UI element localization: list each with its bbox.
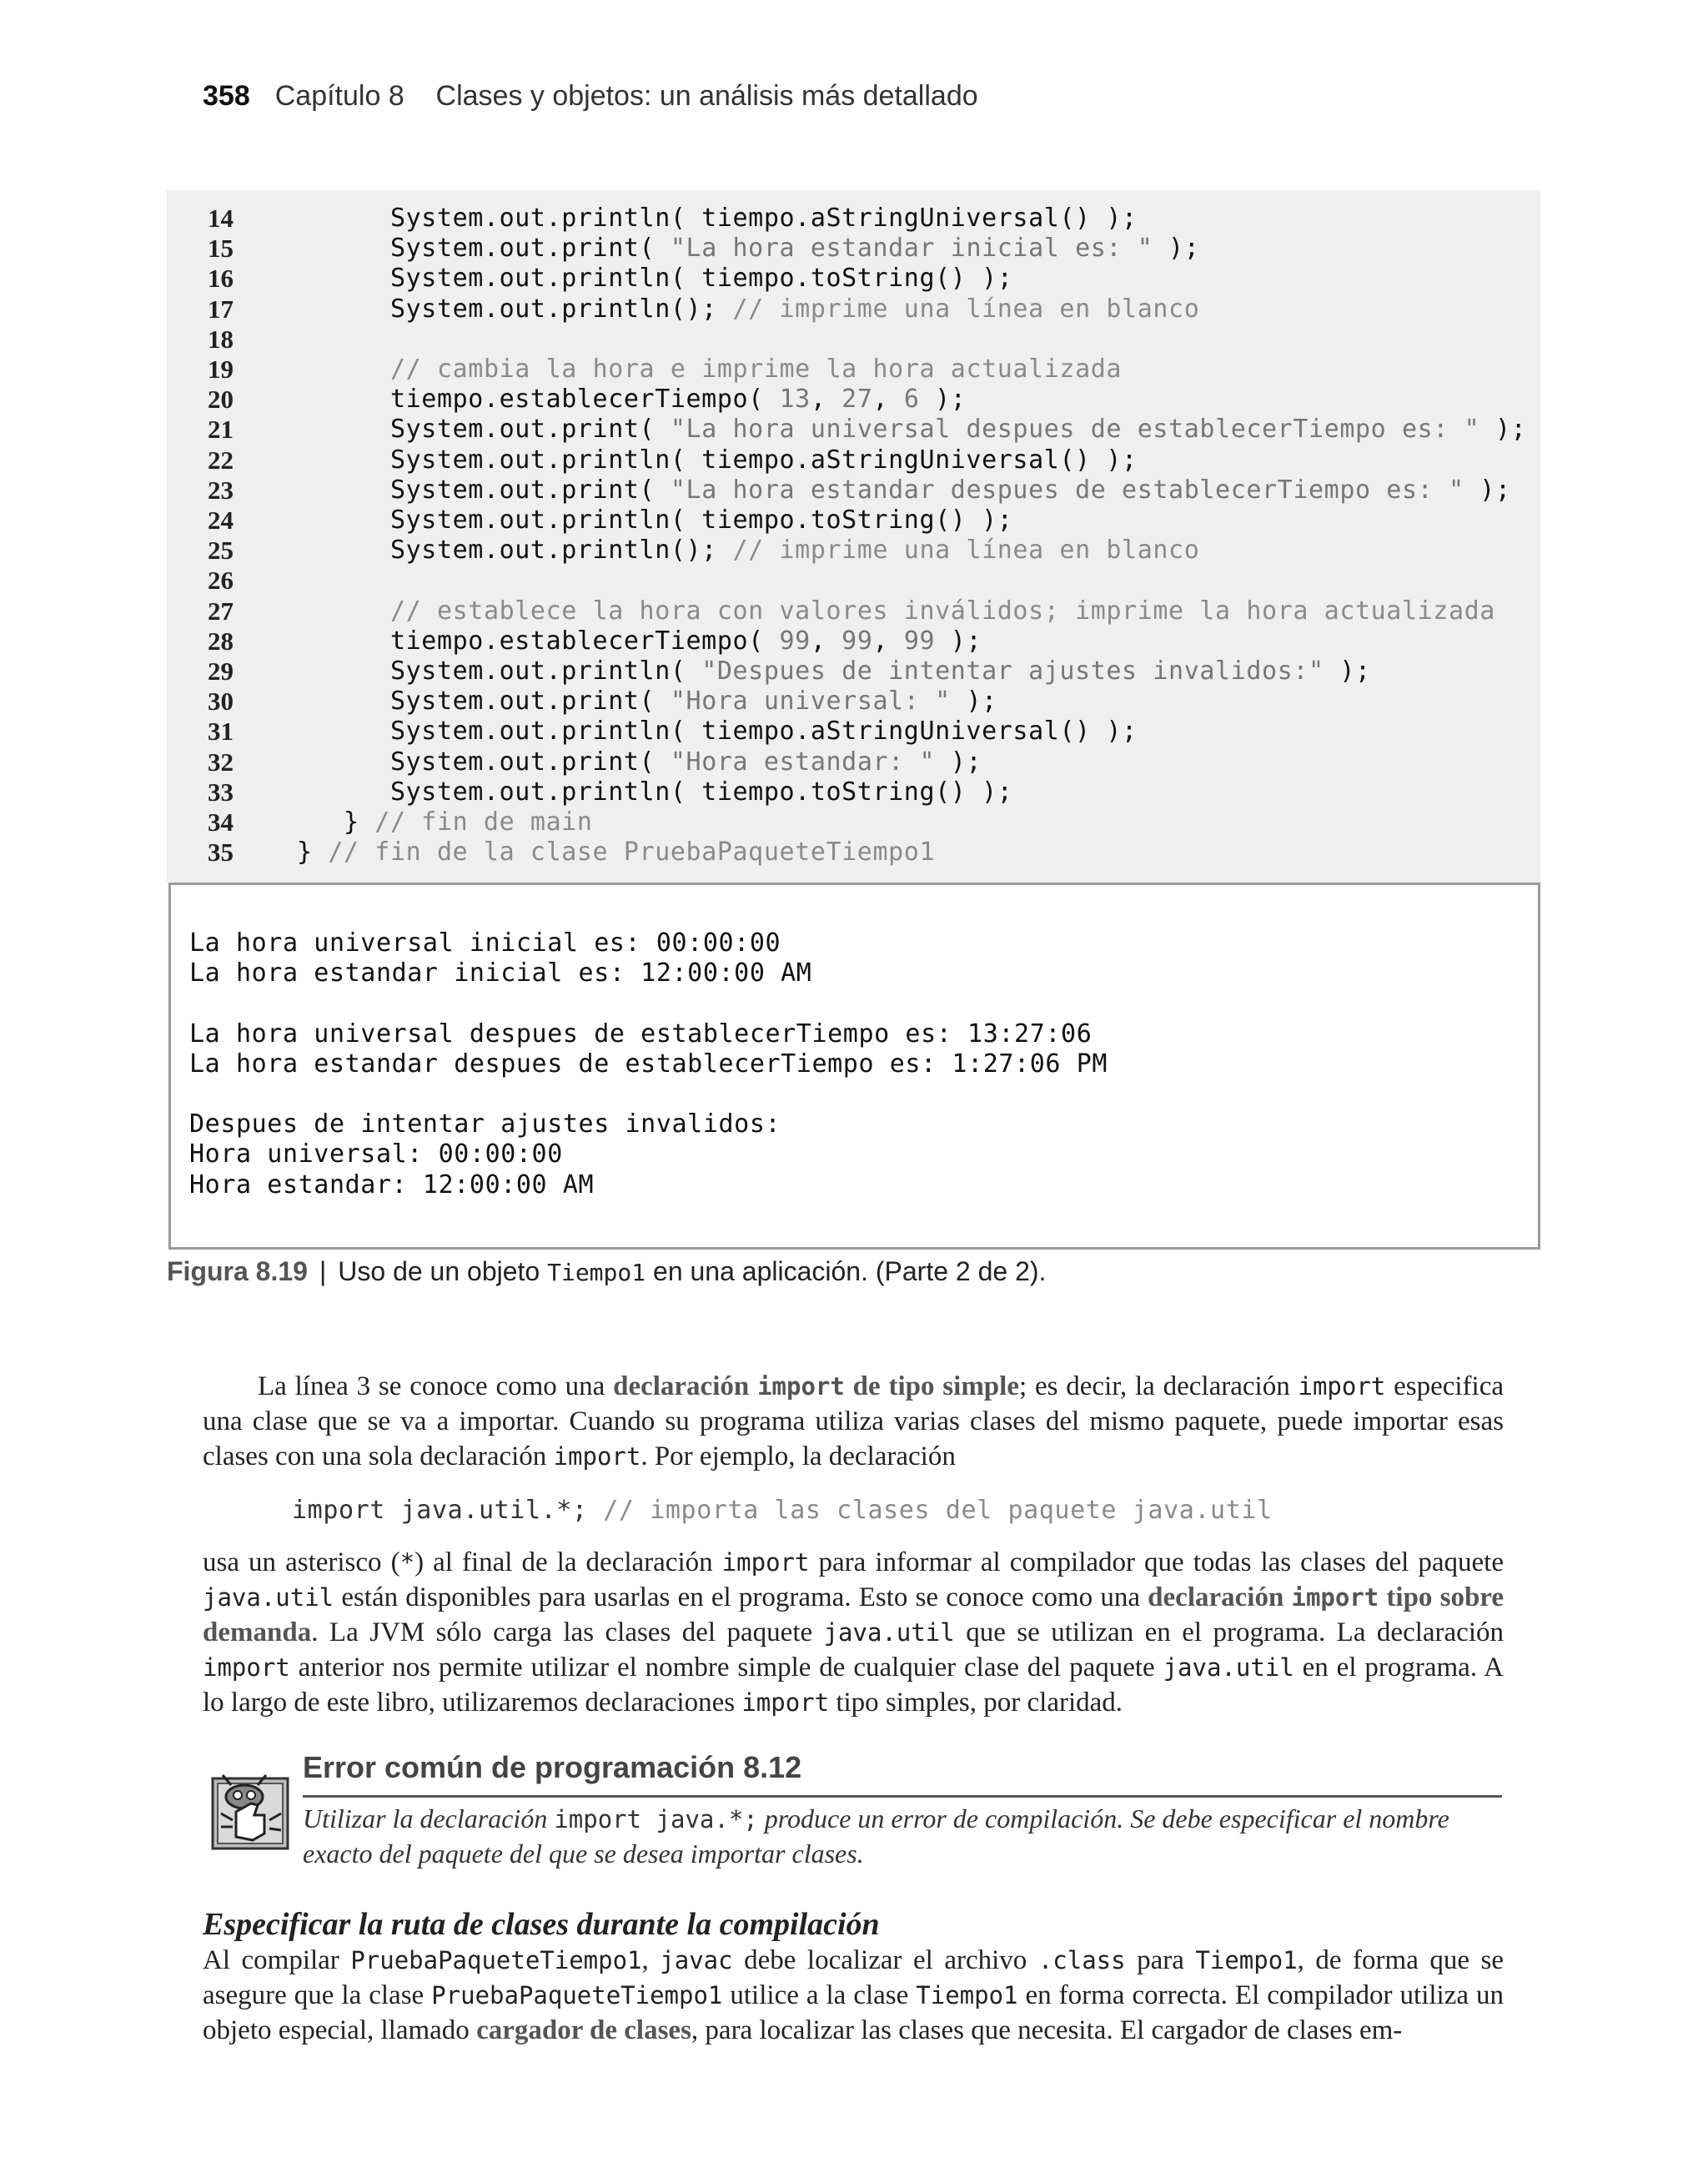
code-token: System.out.print( xyxy=(250,687,671,717)
inline-code: java.util xyxy=(1163,1653,1294,1682)
code-text xyxy=(250,717,1138,747)
line-number: 27 xyxy=(208,596,234,626)
code-token: } xyxy=(250,807,375,837)
code-token: System.out.println(); xyxy=(250,536,733,566)
code-token: System.out.println(); xyxy=(250,294,733,324)
text: tipo simples, por claridad. xyxy=(829,1688,1123,1718)
code-comment: // fin de la clase PruebaPaqueteTiempo1 xyxy=(328,837,936,868)
paragraph-classpath xyxy=(203,1943,1504,2048)
code-token: ); xyxy=(919,385,967,415)
output-line: La hora universal despues de establecerTiempo es: 13:27:06 xyxy=(189,1019,1093,1049)
tip-title: Error común de programación 8.12 xyxy=(303,1750,802,1784)
inline-code: .class xyxy=(1037,1946,1126,1974)
line-number: 18 xyxy=(208,324,234,354)
figure-caption xyxy=(167,1256,1046,1287)
code-literal: 13 xyxy=(779,385,811,415)
code-text xyxy=(250,204,1138,234)
code-token: , xyxy=(872,626,904,656)
code-token: ); xyxy=(935,747,982,777)
code-text xyxy=(250,626,982,656)
inline-code: Tiempo1 xyxy=(1195,1946,1298,1974)
inline-code: import xyxy=(553,1442,641,1471)
line-number: 30 xyxy=(208,687,234,717)
chapter-title: Capítulo 8 Clases y objetos: un análisis más detallado xyxy=(274,80,978,112)
code-literal: "Hora universal: " xyxy=(670,687,951,717)
code-text xyxy=(250,747,982,777)
code-text xyxy=(250,475,1511,506)
output-line: Hora universal: 00:00:00 xyxy=(189,1139,563,1169)
code-comment: // imprime una línea en blanco xyxy=(732,536,1200,566)
caption-code: Tiempo1 xyxy=(547,1259,646,1286)
code-literal: "Hora estandar: " xyxy=(670,747,936,777)
code-text xyxy=(250,264,1012,294)
line-number: 24 xyxy=(208,506,234,535)
term-import-simple xyxy=(613,1371,1019,1401)
code-token: , xyxy=(810,626,842,656)
text: ) al final de la declaración xyxy=(414,1547,722,1577)
code-token: System.out.println( tiempo.aStringUniversal() ); xyxy=(250,717,1138,747)
text: usa un asterisco ( xyxy=(203,1547,400,1577)
code-token xyxy=(250,596,390,626)
code-token: System.out.print( xyxy=(250,475,671,505)
text: ; es decir, la declaración xyxy=(1018,1371,1299,1401)
inline-code: import xyxy=(1291,1583,1379,1612)
code-token: System.out.println( tiempo.aStringUniversal() ); xyxy=(250,204,1138,233)
caption-text: Uso de un objeto xyxy=(338,1256,548,1286)
code-token: , xyxy=(872,385,904,415)
program-output xyxy=(168,883,1540,1250)
code-token: System.out.println( tiempo.toString() ); xyxy=(250,264,1013,294)
code-literal: 99 xyxy=(903,626,936,656)
code-token: ); xyxy=(1153,234,1200,264)
code-text xyxy=(250,837,935,868)
code-token: System.out.print( xyxy=(250,747,671,777)
code-comment: // cambia la hora e imprime la hora actualizada xyxy=(389,355,1123,384)
line-number: 34 xyxy=(208,807,234,837)
text: están disponibles para usarlas en el programa. Esto se conoce como una xyxy=(334,1582,1148,1612)
import-example xyxy=(292,1496,1273,1525)
code-comment: // imprime una línea en blanco xyxy=(732,294,1200,324)
text: anterior nos permite utilizar el nombre simple de cualquier clase del paquete xyxy=(289,1652,1163,1683)
code-literal: 99 xyxy=(841,626,873,656)
line-number: 19 xyxy=(208,355,234,384)
text: , de forma que se asegure que la clase xyxy=(203,1945,1505,2010)
caption-text-end: en una aplicación. (Parte 2 de 2). xyxy=(646,1256,1047,1286)
line-number: 25 xyxy=(208,536,234,566)
text: en forma correcta. El compilador utiliza un objeto especial, llamado xyxy=(203,1980,1505,2045)
text: declaración xyxy=(613,1371,758,1401)
code-token: System.out.print( xyxy=(250,234,671,264)
code-literal: "La hora estandar inicial es: " xyxy=(670,234,1153,264)
inline-code: import java.*; xyxy=(554,1805,758,1833)
code-text xyxy=(250,294,1199,324)
line-number: 35 xyxy=(208,837,234,868)
line-number: 20 xyxy=(208,385,234,415)
code-token: System.out.println( xyxy=(250,656,702,686)
code-text xyxy=(250,596,1495,626)
code-literal: "La hora universal despues de establecerTiempo es: " xyxy=(670,415,1480,445)
inline-code: import xyxy=(1298,1372,1386,1401)
paragraph-import-simple xyxy=(203,1369,1504,1474)
code-token xyxy=(250,355,390,384)
code-literal: 6 xyxy=(903,385,920,415)
code-comment: // fin de main xyxy=(374,807,593,837)
code-token: tiempo.establecerTiempo( xyxy=(250,626,780,656)
line-number: 33 xyxy=(208,777,234,807)
text: para xyxy=(1125,1945,1196,1975)
text: Al compilar xyxy=(203,1945,351,1975)
import-comment: // importa las clases del paquete java.util xyxy=(603,1496,1273,1525)
output-line: La hora estandar despues de establecerTiempo es: 1:27:06 PM xyxy=(189,1049,1108,1079)
code-text xyxy=(250,415,1526,445)
code-token: ); xyxy=(935,626,982,656)
line-number: 14 xyxy=(208,204,234,233)
term-class-loader: cargador de clases xyxy=(476,2015,691,2045)
text: tipo sobre demanda xyxy=(203,1582,1504,1647)
inline-code: PruebaPaqueteTiempo1 xyxy=(350,1946,642,1974)
caption-separator: | xyxy=(319,1256,327,1286)
inline-code: import xyxy=(203,1653,290,1682)
line-number: 29 xyxy=(208,656,234,686)
output-line: Despues de intentar ajustes invalidos: xyxy=(189,1109,781,1139)
inline-code: import xyxy=(741,1688,830,1717)
code-text xyxy=(250,536,1199,566)
text: Utilizar la declaración xyxy=(303,1803,555,1833)
text: . Por ejemplo, la declaración xyxy=(640,1441,956,1471)
code-text xyxy=(250,777,1012,807)
line-number: 17 xyxy=(208,294,234,324)
code-text xyxy=(250,355,1122,385)
code-text xyxy=(250,807,593,837)
code-token: System.out.println( tiempo.toString() ); xyxy=(250,777,1013,807)
inline-code: Tiempo1 xyxy=(916,1981,1018,2009)
inline-code: import xyxy=(721,1548,810,1577)
text: . La JVM sólo carga las clases del paquete xyxy=(311,1617,824,1647)
code-token: ); xyxy=(1464,475,1511,505)
page-number: 358 xyxy=(203,80,250,112)
inline-code: java.util xyxy=(203,1583,334,1612)
code-text xyxy=(250,385,966,415)
text: que se utilizan en el programa. La declaración xyxy=(954,1617,1504,1647)
line-number: 26 xyxy=(208,566,234,596)
text: declaración xyxy=(1148,1582,1292,1612)
code-token: } xyxy=(250,837,329,868)
output-line: La hora universal inicial es: 00:00:00 xyxy=(189,928,781,958)
code-text xyxy=(250,506,1012,536)
text: debe localizar el archivo xyxy=(732,1945,1038,1975)
tip-divider xyxy=(303,1795,1502,1798)
code-token: tiempo.establecerTiempo( xyxy=(250,385,780,415)
inline-code: javac xyxy=(660,1946,733,1974)
code-token: ); xyxy=(950,687,997,717)
code-text xyxy=(250,234,1199,264)
text: especifica una clase que se va a importar. Cuando su programa utiliza varias clases del mismo paquete, puede importar esas clases con una sola declaración xyxy=(203,1371,1505,1471)
code-text xyxy=(250,445,1138,475)
text: utilice a la clase xyxy=(722,1980,917,2010)
code-comment: // establece la hora con valores inválidos; imprime la hora actualizada xyxy=(389,596,1495,626)
line-number: 23 xyxy=(208,475,234,505)
running-header xyxy=(203,80,978,113)
text: para informar al compilador que todas las clases del paquete xyxy=(809,1547,1504,1577)
line-number: 32 xyxy=(208,747,234,777)
line-number: 22 xyxy=(208,445,234,475)
line-number: 16 xyxy=(208,264,234,294)
inline-code: * xyxy=(399,1548,415,1577)
section-heading: Especificar la ruta de clases durante la compilación xyxy=(203,1907,880,1942)
code-token: System.out.print( xyxy=(250,415,671,445)
output-line: Hora estandar: 12:00:00 AM xyxy=(189,1169,595,1200)
line-number: 28 xyxy=(208,626,234,656)
output-line: La hora estandar inicial es: 12:00:00 AM xyxy=(189,958,812,988)
import-code: import java.util.*; xyxy=(292,1496,588,1525)
code-token: System.out.println( tiempo.toString() ); xyxy=(250,506,1013,535)
code-text xyxy=(250,656,1371,687)
text: , xyxy=(641,1945,661,1975)
line-number: 15 xyxy=(208,234,234,264)
thumbs-down-bug-icon xyxy=(211,1772,291,1852)
text: La línea 3 se conoce como una xyxy=(258,1371,614,1401)
inline-code: import xyxy=(757,1372,845,1401)
code-token: ); xyxy=(1324,656,1371,686)
code-literal: 99 xyxy=(779,626,811,656)
code-token: System.out.println( tiempo.aStringUniversal() ); xyxy=(250,445,1138,475)
inline-code: java.util xyxy=(823,1618,955,1647)
line-number: 31 xyxy=(208,717,234,747)
figure-label: Figura 8.19 xyxy=(167,1256,308,1286)
code-listing xyxy=(167,190,1540,883)
text: produce un error de compilación. Se debe especificar el nombre exacto del paquete del que se desea importar clases. xyxy=(303,1803,1449,1869)
code-literal: "Despues de intentar ajustes invalidos:" xyxy=(701,656,1324,686)
inline-code: PruebaPaqueteTiempo1 xyxy=(431,1981,723,2009)
text: en el programa. A lo largo de este libro, utilizaremos declaraciones xyxy=(203,1652,1504,1718)
code-literal: 27 xyxy=(841,385,873,415)
tip-text xyxy=(303,1802,1502,1871)
paragraph-import-on-demand xyxy=(203,1545,1504,1720)
text: de tipo simple xyxy=(844,1371,1019,1401)
code-token: ); xyxy=(1479,415,1527,445)
line-number: 21 xyxy=(208,415,234,445)
code-token: , xyxy=(810,385,842,415)
code-text xyxy=(250,687,997,717)
text: , para localizar las clases que necesita. El cargador de clases em- xyxy=(691,2015,1403,2045)
code-literal: "La hora estandar despues de establecerTiempo es: " xyxy=(670,475,1464,505)
